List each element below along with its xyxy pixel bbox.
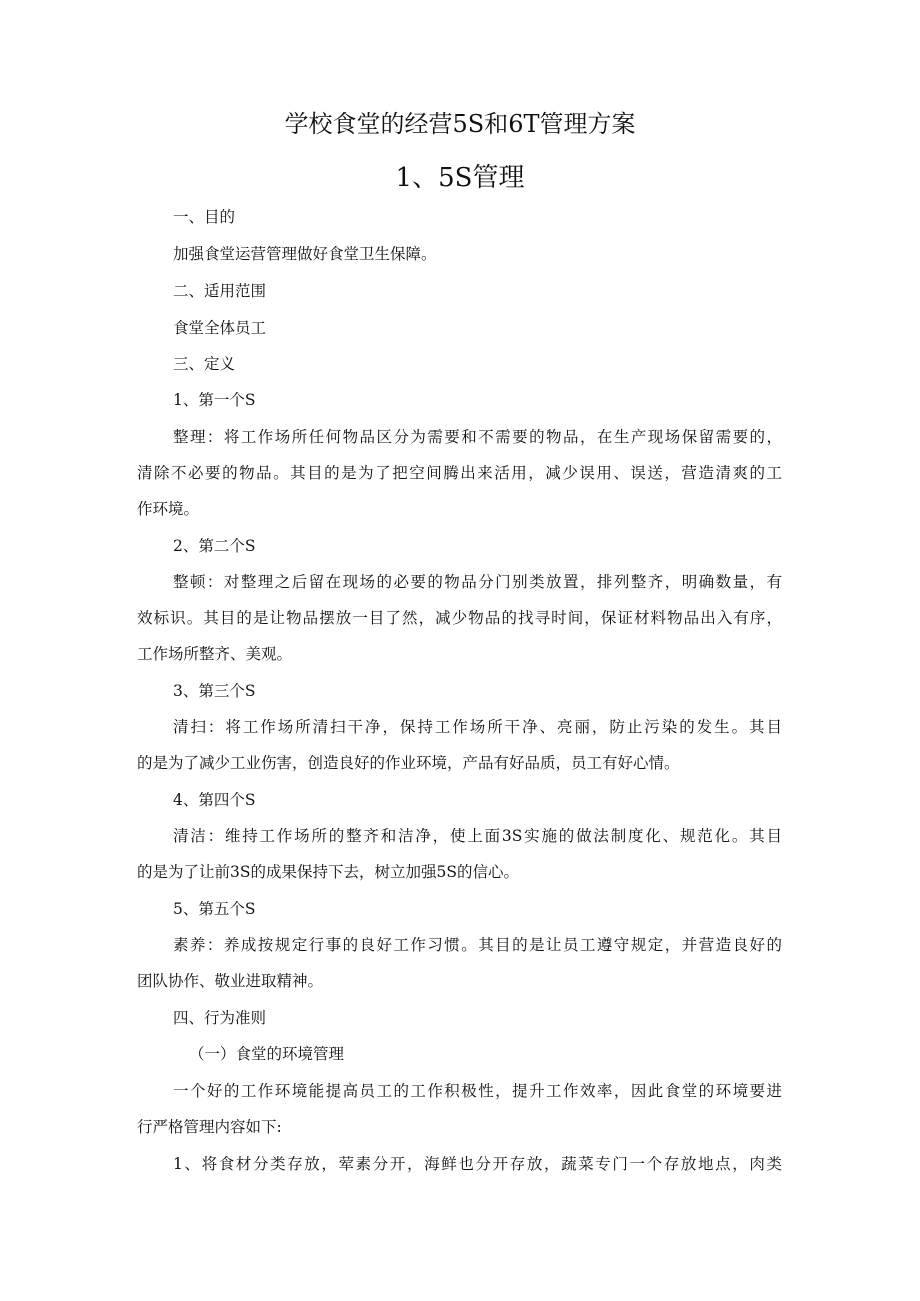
heading-purpose: 一、目的: [173, 208, 236, 226]
section-title: 1、5S管理: [395, 163, 525, 193]
paragraph-line: 清扫：将工作场所清扫干净，保持工作场所干净、亮丽，防止污染的发生。其目: [173, 718, 782, 736]
paragraph-line: 整顿：对整理之后留在现场的必要的物品分门别类放置，排列整齐，明确数量，有: [173, 573, 782, 591]
paragraph-line: 一个好的工作环境能提高员工的工作积极性，提升工作效率，因此食堂的环境要进: [173, 1082, 782, 1100]
heading-scope: 二、适用范围: [173, 282, 267, 300]
paragraph-line: 1、将食材分类存放，荤素分开，海鲜也分开存放，蔬菜专门一个存放地点，肉类: [173, 1155, 782, 1173]
paragraph-line: 的是为了减少工业伤害，创造良好的作业环境，产品有好品质，员工有好心情。: [137, 754, 680, 772]
paragraph-line: 工作场所整齐、美观。: [137, 645, 293, 663]
paragraph-line: 团队协作、敬业进取精神。: [137, 972, 324, 990]
subheading-third-s: 3、第三个S: [173, 682, 256, 700]
subheading-environment-management: （一）食堂的环境管理: [189, 1045, 345, 1063]
subheading-second-s: 2、第二个S: [173, 537, 256, 555]
paragraph-line: 的是为了让前3S的成果保持下去，树立加强5S的信心。: [137, 863, 519, 881]
heading-code-of-conduct: 四、行为准则: [173, 1009, 267, 1027]
document-title: 学校食堂的经营5S和6T管理方案: [284, 110, 636, 138]
paragraph-line: 效标识。其目的是让物品摆放一目了然，减少物品的找寻时间，保证材料物品出入有序，: [137, 609, 782, 627]
paragraph-line: 清除不必要的物品。其目的是为了把空间腾出来活用，减少误用、误送，营造清爽的工: [137, 464, 782, 482]
paragraph-line: 整理：将工作场所任何物品区分为需要和不需要的物品，在生产现场保留需要的，: [173, 428, 782, 446]
paragraph-line: 清洁：维持工作场所的整齐和洁净，使上面3S实施的做法制度化、规范化。其目: [173, 827, 782, 845]
subheading-first-s: 1、第一个S: [173, 391, 256, 409]
paragraph-line: 食堂全体员工: [173, 319, 267, 337]
paragraph-line: 行严格管理内容如下:: [137, 1118, 282, 1136]
heading-definition: 三、定义: [173, 355, 236, 373]
paragraph-line: 素养：养成按规定行事的良好工作习惯。其目的是让员工遵守规定，并营造良好的: [173, 936, 782, 954]
subheading-fifth-s: 5、第五个S: [173, 900, 256, 918]
paragraph-line: 加强食堂运营管理做好食堂卫生保障。: [173, 245, 437, 263]
subheading-fourth-s: 4、第四个S: [173, 791, 256, 809]
paragraph-line: 作环境。: [137, 500, 200, 518]
